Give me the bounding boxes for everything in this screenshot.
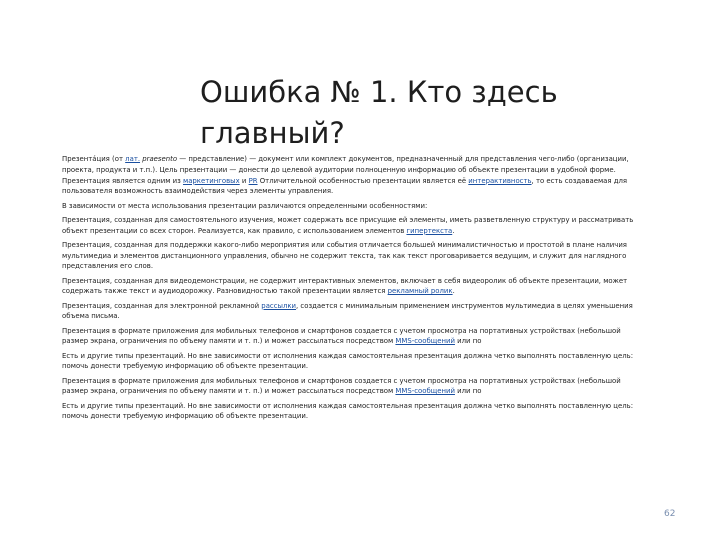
paragraph-mobile-app	[62, 326, 643, 348]
link-marketing[interactable]: маркетинговых	[182, 175, 240, 185]
paragraph-mobile-app-repeat	[62, 376, 643, 398]
paragraph-other-types: Есть и другие типы презентаций. Но вне зависимости от исполнения каждая самостоятельная презентация должна четко выполнять поставленную цель: помочь донести требуемую информацию об объекте презентации.	[62, 350, 634, 371]
text-run: Презента́ция (от	[62, 154, 126, 163]
slide-title-line-1: Ошибка № 1. Кто здесь	[200, 75, 558, 110]
link-interactivity[interactable]: интерактивность	[468, 175, 532, 185]
slide-body	[62, 154, 643, 426]
text-run: .	[452, 286, 455, 296]
text-run: , то есть создаваемая для пользователя возможность взаимодействия через элементы управления.	[62, 175, 628, 196]
text-run: Отличительной особенностью презентации является её	[257, 175, 469, 185]
text-run: и	[239, 175, 249, 185]
paragraph-event-support: Презентация, созданная для поддержки какого-либо мероприятия или события отличается большей минималистичностью и простотой в плане наличия мультимедиа и элементов дистанционного управления, обычно не содержит текста, так как текст проговаривается ведущим, и служит для наглядного представления его слов.	[62, 239, 627, 271]
text-run: .	[452, 225, 455, 235]
paragraph-video-demo	[62, 276, 643, 298]
text-run: Презентация, созданная для электронной рекламной	[62, 300, 262, 310]
text-run: Презентация в формате приложения для мобильных телефонов и смартфонов создается с учетом просмотра на портативных устройствах (небольшой размер экрана, ограничения по объему памяти и т. п.) и может рассылаться посредством	[62, 325, 621, 346]
paragraph-definition	[62, 154, 643, 197]
text-run: — представление) — документ или комплект документов, предназначенный для представления чего-либо (организации, проекта, продукта и т.п.). Цель презентации — донести до целевой аудитории полноценную информацию об объекте презентации в удобной форме. Презентация является одним из	[62, 154, 629, 185]
text-run: или по	[454, 386, 482, 396]
link-mms[interactable]: MMS-сообщений	[395, 336, 455, 346]
page-number: 62	[664, 509, 676, 519]
link-mms-repeat[interactable]: MMS-сообщений	[395, 386, 455, 396]
link-hypertext[interactable]: гипертекста	[406, 225, 453, 235]
text-run: Презентация, созданная для видеодемонстрации, не содержит интерактивных элементов, включает в себя видеоролик об объекте презентации, может содержать также текст и аудиодорожку. Разновидностью такой презентации является	[62, 275, 628, 296]
paragraph-self-study	[62, 215, 643, 237]
slide-title-line-2: главный?	[200, 116, 345, 151]
link-mailing[interactable]: рассылки	[261, 300, 297, 310]
paragraph-other-types-repeat: Есть и другие типы презентаций. Но вне зависимости от исполнения каждая самостоятельная презентация должна четко выполнять поставленную цель: помочь донести требуемую информацию об объекте презентации.	[62, 400, 634, 421]
text-run: или по	[454, 336, 482, 346]
text-run: Презентация в формате приложения для мобильных телефонов и смартфонов создается с учетом просмотра на портативных устройствах (небольшой размер экрана, ограничения по объему памяти и т. п.) и может рассылаться посредством	[62, 375, 621, 396]
paragraph-email-mailing	[62, 301, 643, 323]
text-run: , создается с минимальным применением инструментов мультимедиа в целях уменьшения объема письма.	[62, 300, 633, 321]
text-run: Презентация, созданная для самостоятельного изучения, может содержать все присущие ей элементы, иметь разветвленную структуру и рассматривать объект презентации со всех сторон. Реализуется, как правило, с использованием элементов	[62, 214, 634, 235]
slide-title	[200, 72, 680, 154]
latin-word: praesento	[140, 154, 178, 163]
paragraph-usage-intro: В зависимости от места использования презентации различаются определенными особенностями:	[62, 200, 428, 210]
link-lat[interactable]: лат.	[125, 154, 141, 163]
link-advertising-video[interactable]: рекламный ролик	[387, 286, 453, 296]
link-pr[interactable]: PR	[248, 175, 258, 185]
